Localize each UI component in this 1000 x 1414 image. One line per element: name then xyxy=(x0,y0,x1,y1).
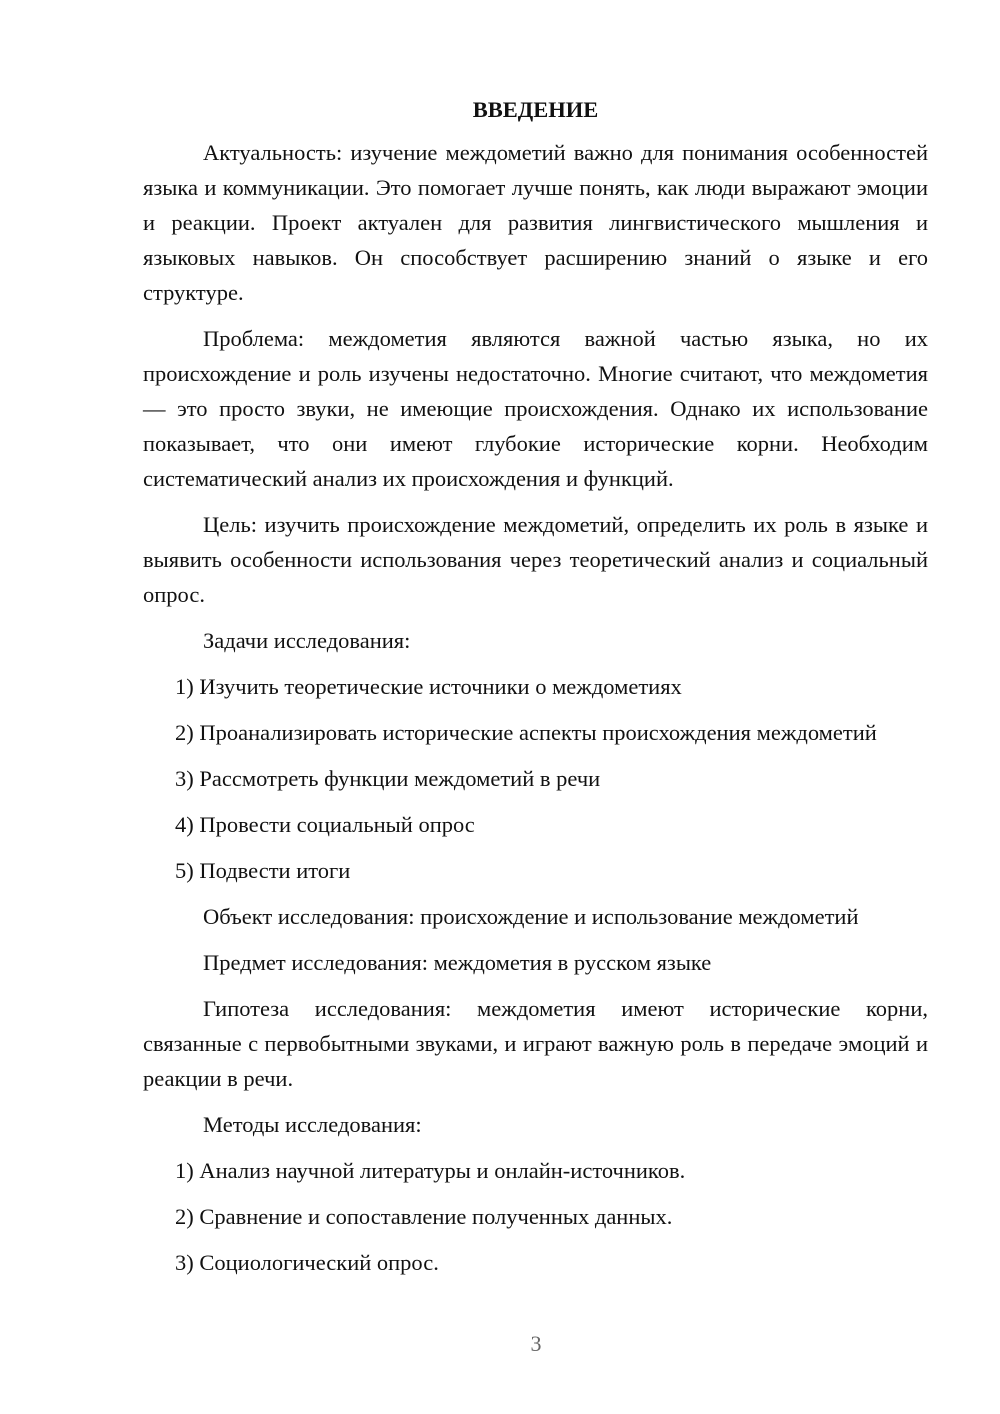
task-item: 4) Провести социальный опрос xyxy=(175,812,475,837)
research-object: Объект исследования: происхождение и использование междометий xyxy=(203,904,859,929)
methods-heading: Методы исследования: xyxy=(203,1112,422,1137)
page-number: 3 xyxy=(530,1331,542,1356)
problem-paragraph: Проблема: междометия являются важной частью языка, но их происхождение и роль изучены недостаточно. Многие считают, что междометия — это просто звуки, не имеющие происхождения. Однако их использование показывает, что они имеют глубокие исторические корни. Необходим систематический анализ их происхождения и функций. xyxy=(143,326,928,491)
hypothesis-paragraph: Гипотеза исследования: междометия имеют исторические корни, связанные с первобытными звуками, и играют важную роль в передаче эмоций и реакции в речи. xyxy=(143,996,928,1091)
method-item: 2) Сравнение и сопоставление полученных данных. xyxy=(175,1204,673,1229)
task-item: 3) Рассмотреть функции междометий в речи xyxy=(175,766,601,791)
task-item: 5) Подвести итоги xyxy=(175,858,351,883)
method-item: 1) Анализ научной литературы и онлайн-источников. xyxy=(175,1158,686,1183)
tasks-heading: Задачи исследования: xyxy=(203,628,411,653)
research-subject: Предмет исследования: междометия в русском языке xyxy=(203,950,712,975)
page-title: ВВЕДЕНИЕ xyxy=(472,97,599,122)
goal-paragraph: Цель: изучить происхождение междометий, определить их роль в языке и выявить особенности использования через теоретический анализ и социальный опрос. xyxy=(143,512,928,607)
page-content xyxy=(143,92,928,1291)
task-item: 1) Изучить теоретические источники о междометиях xyxy=(175,674,682,699)
method-item: 3) Социологический опрос. xyxy=(175,1250,439,1275)
relevance-paragraph: Актуальность: изучение междометий важно для понимания особенностей языка и коммуникации. Это помогает лучше понять, как люди выражают эмоции и реакции. Проект актуален для развития лингвистического мышления и языковых навыков. Он способствует расширению знаний о языке и его структуре. xyxy=(143,140,928,305)
task-item: 2) Проанализировать исторические аспекты происхождения междометий xyxy=(175,720,877,745)
